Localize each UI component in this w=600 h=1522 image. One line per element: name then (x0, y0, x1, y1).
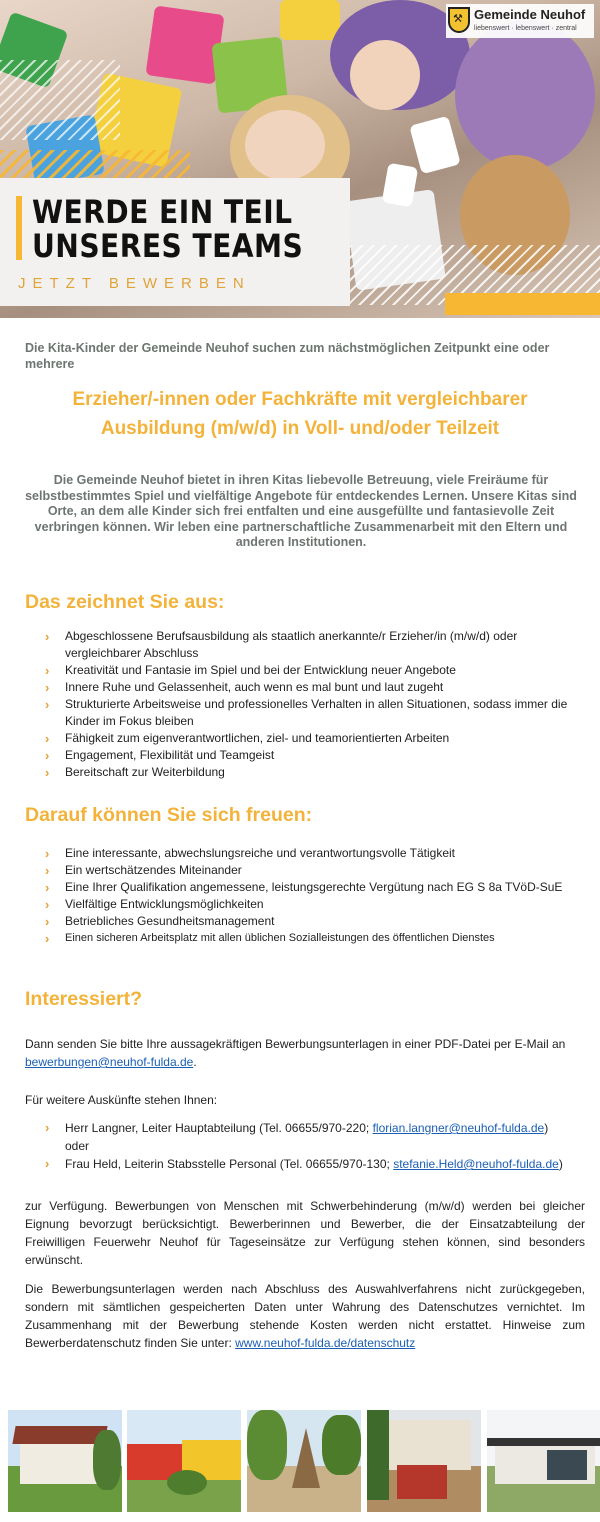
chevron-right-icon: › (45, 846, 50, 861)
apply-paragraph: Dann senden Sie bitte Ihre aussagekräftigen Bewerbungsunterlagen in einer PDF-Datei per E-Mail an bewerbungen@neuhof-fulda.de. (25, 1037, 566, 1069)
list-item: › Vielfältige Entwicklungsmöglichkeiten (45, 897, 264, 912)
contact-or: oder (65, 1139, 90, 1153)
apply-email-link[interactable]: bewerbungen@neuhof-fulda.de (25, 1055, 194, 1069)
intro-text: Die Kita-Kinder der Gemeinde Neuhof suchen zum nächstmöglichen Zeitpunkt eine oder mehrere (25, 341, 550, 371)
chevron-right-icon: › (45, 697, 50, 712)
list-item: › Kreativität und Fantasie im Spiel und bei der Entwicklung neuer Angebote (45, 663, 456, 678)
logo-tagline: liebenswert · lebenswert · zentral (474, 25, 577, 32)
benefits-list (45, 845, 580, 947)
hero-photo-child (350, 40, 420, 110)
chevron-right-icon: › (45, 931, 50, 946)
hero-title-line-2: UNSERES TEAMS (32, 227, 304, 265)
list-item: › Betriebliches Gesundheitsmanagement (45, 914, 275, 929)
list-item: › Fähigkeit zum eigenverantwortlichen, ziel- und teamorientierten Arbeiten (45, 731, 450, 746)
chevron-right-icon: › (45, 897, 50, 912)
chevron-right-icon: › (45, 663, 50, 678)
chevron-right-icon: › (45, 863, 50, 878)
decor-stripes (0, 150, 190, 180)
privacy-link[interactable]: www.neuhof-fulda.de/datenschutz (235, 1336, 416, 1350)
contact1-email-link[interactable]: florian.langner@neuhof-fulda.de (372, 1121, 545, 1135)
kita-photo (487, 1410, 600, 1512)
hero-photo-card (409, 116, 461, 175)
chevron-right-icon: › (45, 765, 50, 780)
crest-icon: ⚒ (448, 7, 470, 33)
chevron-right-icon: › (45, 629, 50, 644)
hero-subtitle: JETZT BEWERBEN (18, 275, 251, 292)
decor-stripes (0, 60, 120, 140)
section-heading-contact: Interessiert? (25, 988, 143, 1010)
hero-banner (0, 0, 600, 318)
decor-orange-bar (445, 293, 600, 315)
contacts-list (45, 1119, 585, 1173)
section-heading-benefits: Darauf können Sie sich freuen: (25, 804, 313, 826)
kita-photo (247, 1410, 361, 1512)
list-item: › Bereitschaft zur Weiterbildung (45, 765, 225, 780)
list-item: › Innere Ruhe und Gelassenheit, auch wenn es mal bunt und laut zugeht (45, 680, 444, 695)
job-headline: Erzieher/-innen oder Fachkräfte mit vergleichbarer Ausbildung (m/w/d) in Voll- und/oder Teilzeit (72, 389, 528, 439)
logo-name: Gemeinde Neuhof (474, 7, 586, 22)
section-heading-profile: Das zeichnet Sie aus: (25, 591, 225, 613)
hero-photo-child (245, 110, 325, 180)
chevron-right-icon: › (45, 914, 50, 929)
info-paragraph: Für weitere Auskünfte stehen Ihnen: (25, 1093, 218, 1107)
chevron-right-icon: › (45, 1120, 50, 1135)
list-item: › Eine interessante, abwechslungsreiche und verantwortungsvolle Tätigkeit (45, 846, 456, 861)
list-item: › Einen sicheren Arbeitsplatz mit allen üblichen Sozialleistungen des öffentlichen Dienstes (45, 931, 495, 946)
contact2-email-link[interactable]: stefanie.Held@neuhof-fulda.de (393, 1157, 559, 1171)
chevron-right-icon: › (45, 1156, 50, 1171)
list-item: › Eine Ihrer Qualifikation angemessene, leistungsgerechte Vergütung nach EG S 8a TVöD-SuE (45, 880, 563, 895)
contact-item: › Frau Held, Leiterin Stabsstelle Personal (Tel. 06655/970-130; stefanie.Held@neuhof-fulda.de) (45, 1156, 563, 1171)
chevron-right-icon: › (45, 880, 50, 895)
logo[interactable] (446, 4, 594, 38)
privacy-paragraph: Die Bewerbungsunterlagen werden nach Abschluss des Auswahlverfahrens nicht zurückgegeben, sondern mit sämtlichen gespeicherten Daten unter Wahrung des Datenschutzes vernichtet. Im Zusammenhang mit der Bewerbung stehende Kosten werden nicht erstattet. Hinweise zum Bewerberdatenschutz finden Sie unter: www.neuhof-fulda.de/datenschutz (25, 1282, 585, 1350)
closing-paragraph: zur Verfügung. Bewerbungen von Menschen mit Schwerbehinderung (m/w/d) werden bei gleicher Eignung bevorzugt berücksichtigt. Bewerberinnen und Bewerber, die der Einsatzabteilung der Freiwilligen Feuerwehr Neuhof für Tageseinsätze zur Verfügung stehen können, sind besonders erwünscht. (25, 1199, 585, 1267)
chevron-right-icon: › (45, 680, 50, 695)
list-item: › Ein wertschätzendes Miteinander (45, 863, 242, 878)
hero-photo-child (455, 20, 595, 170)
kita-photo (8, 1410, 122, 1512)
kita-photo (127, 1410, 241, 1512)
chevron-right-icon: › (45, 731, 50, 746)
hero-title-line-1: WERDE EIN TEIL (32, 193, 293, 231)
list-item: › Strukturierte Arbeitsweise und professionelles Verhalten in allen Situationen, sodass immer die Kinder im Fokus bleiben (45, 697, 568, 728)
description: Die Gemeinde Neuhof bietet in ihren Kitas liebevolle Betreuung, viele Freiräume für selbstbestimmtes Spiel und vielfältige Angebote für entdeckendes Lernen. Unsere Kitas sind Orte, an dem alle Kinder sich frei entfalten und eine ausgefüllte und fantasievolle Zeit verbringen können. Wir leben eine partnerschaftliche Zusammenarbeit mit den Eltern und anderen Institutionen. (25, 473, 577, 549)
list-item: › Engagement, Flexibilität und Teamgeist (45, 748, 275, 763)
chevron-right-icon: › (45, 748, 50, 763)
kita-photo (367, 1410, 481, 1512)
hero-photo-mat (280, 0, 340, 40)
profile-list (45, 628, 580, 781)
title-accent-bar (16, 196, 22, 260)
list-item: › Abgeschlossene Berufsausbildung als staatlich anerkannte/r Erzieher/in (m/w/d) oder vergleichbarer Abschluss (45, 629, 518, 660)
contact-item: › Herr Langner, Leiter Hauptabteilung (Tel. 06655/970-220; florian.langner@neuhof-fulda.de) oder (45, 1120, 549, 1153)
